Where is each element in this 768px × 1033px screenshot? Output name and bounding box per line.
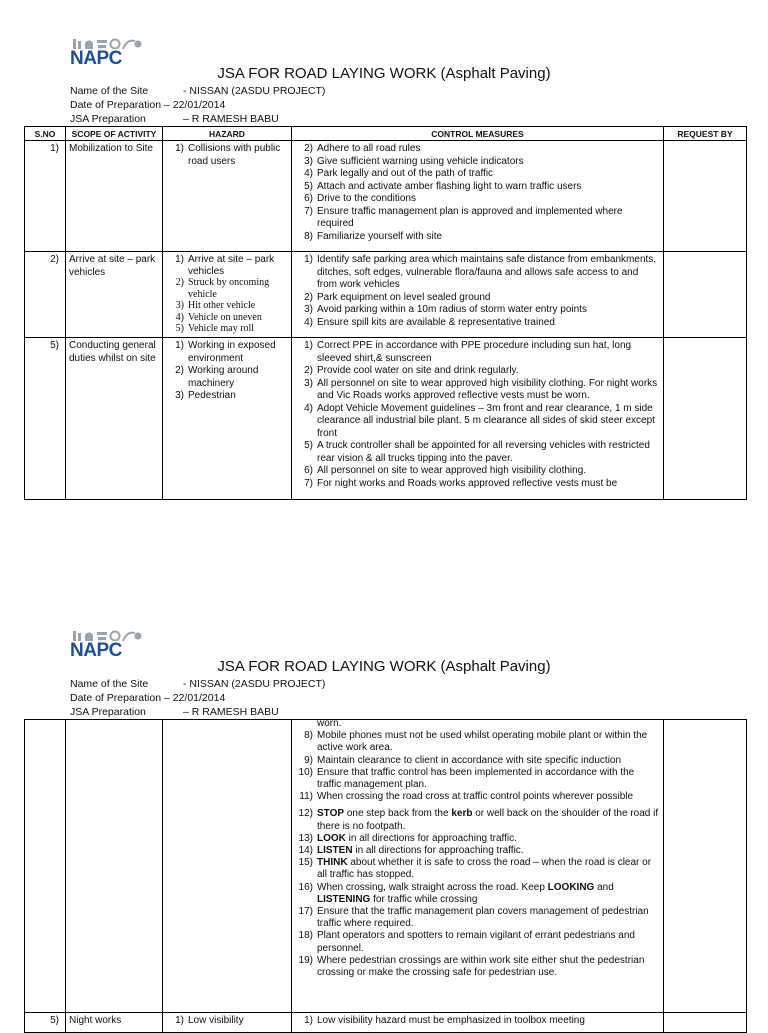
list-item: 1) Low visibility hazard must be emphasized in toolbox meeting <box>304 1015 585 1026</box>
row-hazards <box>163 141 292 252</box>
list-item: 15) THINK about whether it is safe to cross the road – when the road is clear or all traffic has stopped. <box>298 857 652 881</box>
date-row: Date of Preparation – 22/01/2014 <box>70 99 226 111</box>
document-meta <box>70 84 325 126</box>
row-sno: 5) <box>25 1013 66 1033</box>
row-request <box>664 338 747 500</box>
row-hazards <box>163 1013 292 1033</box>
row-hazards <box>163 338 292 500</box>
list-item: 2) Working around machinery <box>175 365 259 389</box>
header-request: REQUEST BY <box>664 127 747 141</box>
list-item: 6) All personnel on site to wear approved high visibility clothing. <box>304 465 587 476</box>
list-item: 13) LOOK in all directions for approaching traffic. <box>298 832 517 844</box>
list-item: 2) Struck by oncoming vehicle <box>175 277 270 300</box>
list-item: 7) For night works and Roads works approved reflective vests must be <box>304 477 618 489</box>
list-item: 2) Park equipment on level sealed ground <box>304 291 491 303</box>
list-item: 1) Low visibility <box>175 1015 244 1026</box>
site-row <box>70 677 325 691</box>
list-item: 10) Ensure that traffic control has been implemented in accordance with the traffic management plan. <box>298 766 635 791</box>
list-item: 3) Avoid parking within a 10m radius of storm water entry points <box>304 304 587 315</box>
table-row <box>25 338 747 500</box>
logo-text: NAPC <box>70 48 122 69</box>
jsa-table-page1 <box>24 126 747 500</box>
list-item: 7) Ensure traffic management plan is approved and implemented where required <box>304 205 623 229</box>
row-request <box>664 252 747 338</box>
list-item: 1) Correct PPE in accordance with PPE procedure including sun hat, long sleeved shirt,& sunscreen <box>304 340 632 364</box>
list-item: 16) When crossing, walk straight across the road. Keep LOOKING and LISTENING for traffic while crossing <box>298 881 614 905</box>
list-item: 5) A truck controller shall be appointed for all reversing vehicles with restricted rear vision & all trucks tipping into the paver. <box>304 440 650 464</box>
list-item: 1) Collisions with public road users <box>175 143 281 167</box>
header-sno: S.NO <box>25 127 66 141</box>
row-hazards <box>163 720 292 1013</box>
row-scope: Conducting general duties whilst on site <box>66 338 163 500</box>
list-item: 6) Drive to the conditions <box>304 193 416 204</box>
list-item: 9) Maintain clearance to client in accordance with site specific induction <box>304 754 622 766</box>
date-row: Date of Preparation – 22/01/2014 <box>70 692 226 704</box>
list-item: 4) Park legally and out of the path of traffic <box>304 168 494 179</box>
site-value: - NISSAN (2ASDU PROJECT) <box>183 85 326 97</box>
list-item: 12) STOP one step back from the kerb or well back on the shoulder of the road if there is no footpath. <box>298 808 659 832</box>
header-scope: SCOPE OF ACTIVITY <box>66 127 163 141</box>
row-scope: Mobilization to Site <box>66 141 163 252</box>
header-control: CONTROL MEASURES <box>292 127 664 141</box>
list-item: 3) Hit other vehicle <box>175 300 256 311</box>
list-item: 2) Provide cool water on site and drink regularly. <box>304 365 519 376</box>
row-controls <box>292 141 664 252</box>
document-title: JSA FOR ROAD LAYING WORK (Asphalt Paving) <box>217 658 551 675</box>
list-item: 8) Mobile phones must not be used whilst operating mobile plant or within the active work area. <box>304 730 648 754</box>
prep-value: – R RAMESH BABU <box>183 706 279 718</box>
list-item: 11) When crossing the road cross at traffic control points wherever possible <box>299 791 634 803</box>
table-row <box>25 252 747 338</box>
row-controls <box>292 1013 664 1033</box>
row-sno <box>25 720 66 1013</box>
list-item: 5) Vehicle may roll <box>175 323 255 334</box>
list-item: 2) Adhere to all road rules <box>304 143 421 154</box>
table-row <box>25 1013 747 1033</box>
table-header-row <box>25 127 747 141</box>
row-scope: Arrive at site – park vehicles <box>66 252 163 338</box>
list-item: 8) Familiarize yourself with site <box>304 230 443 242</box>
list-item: 3) All personnel on site to wear approved high visibility clothing. For night works and Vic Roads works approved reflective vests must be worn. <box>304 377 658 401</box>
row-controls <box>292 720 664 1013</box>
row-sno: 1) <box>25 141 66 252</box>
table-row <box>25 720 747 1013</box>
row-request <box>664 720 747 1013</box>
prep-label: JSA Preparation <box>70 706 146 718</box>
site-label: Name of the Site <box>70 85 149 97</box>
prep-row <box>70 112 325 126</box>
prep-label: JSA Preparation <box>70 113 146 125</box>
site-row <box>70 84 325 98</box>
list-item: 3) Give sufficient warning using vehicle indicators <box>304 155 524 167</box>
site-label: Name of the Site <box>70 678 149 690</box>
list-item: 3) Pedestrian <box>175 390 236 401</box>
header-hazard: HAZARD <box>163 127 292 141</box>
site-value: - NISSAN (2ASDU PROJECT) <box>183 678 326 690</box>
list-item: 5) Attach and activate amber flashing light to warn traffic users <box>304 180 582 192</box>
document-meta <box>70 677 325 719</box>
row-controls <box>292 252 664 338</box>
row-sno: 5) <box>25 338 66 500</box>
list-item: 17) Ensure that the traffic management plan covers management of pedestrian traffic where required. <box>298 906 649 930</box>
list-item: 18) Plant operators and spotters to remain vigilant of errant pedestrians and personnel. <box>298 930 635 954</box>
table-row <box>25 141 747 252</box>
list-item: worn. <box>317 718 342 729</box>
napc-logo <box>70 38 144 68</box>
list-item: 4) Ensure spill kits are available & representative trained <box>304 316 555 328</box>
row-controls <box>292 338 664 500</box>
list-item: 19) Where pedestrian crossings are within work site either shut the pedestrian crossing or make the crossing safe for pedestrian use. <box>298 954 645 979</box>
list-item: 1) Arrive at site – park vehicles <box>175 254 275 277</box>
document-title: JSA FOR ROAD LAYING WORK (Asphalt Paving) <box>217 65 551 82</box>
list-item: 14) LISTEN in all directions for approaching traffic. <box>298 845 524 857</box>
row-hazards <box>163 252 292 338</box>
list-item: 1) Working in exposed environment <box>175 340 276 364</box>
row-request <box>664 141 747 252</box>
prep-value: – R RAMESH BABU <box>183 113 279 125</box>
row-scope: Night works <box>66 1013 163 1033</box>
row-request <box>664 1013 747 1033</box>
list-item: 4) Adopt Vehicle Movement guidelines – 3m front and rear clearance, 1 m side clearance all industrial bile plant. 5 m clearance all sides of skid steer except front <box>304 402 655 439</box>
list-item: 1) Identify safe parking area which maintains safe distance from embankments, ditches, soft edges, vulnerable flora/fauna and allows safe access to and from work vehicles <box>304 254 657 290</box>
list-item: 4) Vehicle on uneven <box>175 311 262 323</box>
prep-row <box>70 705 325 719</box>
logo-text: NAPC <box>70 640 122 661</box>
row-scope <box>66 720 163 1013</box>
jsa-table-page2 <box>24 719 747 1033</box>
napc-logo <box>70 630 144 660</box>
row-sno: 2) <box>25 252 66 338</box>
